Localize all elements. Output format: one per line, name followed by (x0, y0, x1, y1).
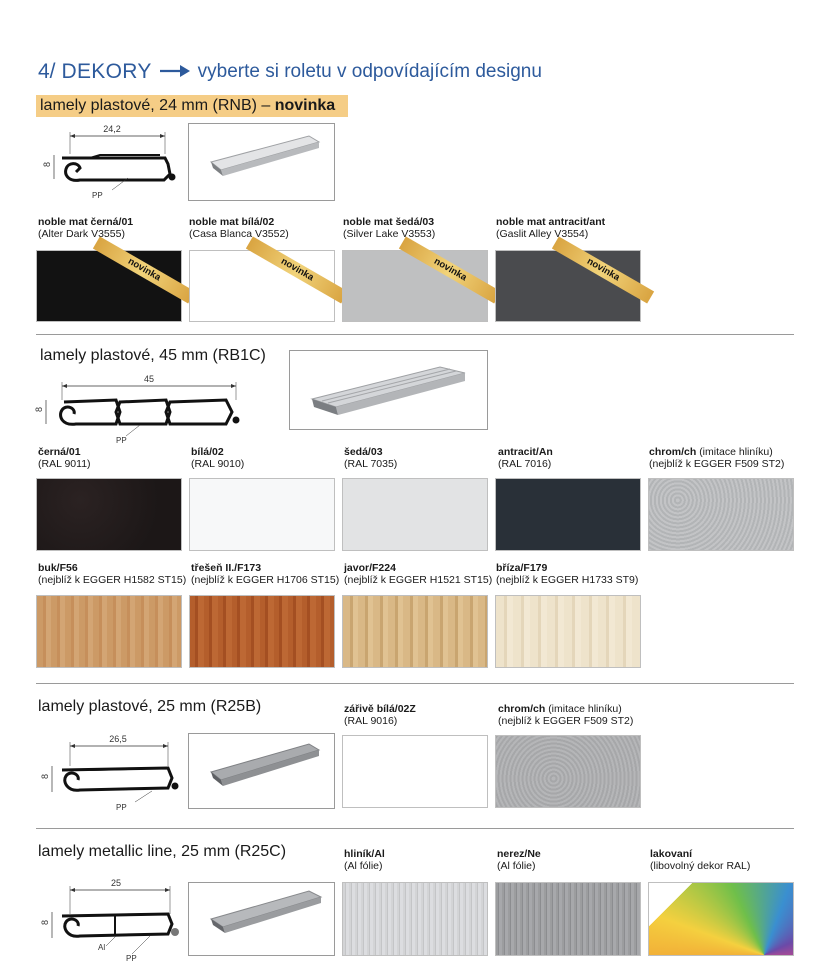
section1-title: lamely plastové, 24 mm (RNB) – (40, 97, 275, 114)
swatch-lakovani (648, 882, 794, 956)
section2-material-label: PP (116, 436, 127, 445)
swatch-label: lakovaní (libovolný dekor RAL) (650, 848, 751, 872)
section-divider (36, 683, 794, 684)
swatch-nerez (495, 882, 641, 956)
swatch-label: javor/F224 (nejblíž k EGGER H1521 ST15) (344, 562, 493, 586)
section-divider (36, 334, 794, 335)
section2-lamella-photo (289, 350, 488, 430)
section2-title: lamely plastové, 45 mm (RB1C) (40, 347, 266, 364)
heading-keyword: DEKORY (61, 60, 152, 83)
section3-profile-diagram (40, 728, 185, 812)
section3-material-label: PP (116, 803, 127, 812)
swatch-label: antracit/An (RAL 7016) (498, 446, 553, 470)
section4-material-label: PP (126, 954, 137, 963)
section4-material-label-al: Al (98, 943, 106, 952)
heading-subtitle: vyberte si roletu v odpovídajícím designu (197, 61, 542, 82)
section1-novinka: novinka (274, 97, 336, 114)
swatch-label: chrom/ch (imitace hliníku) (nejblíž k EGGER F509 ST2) (498, 703, 634, 727)
swatch-label: noble mat bílá/02 (Casa Blanca V3552) (189, 216, 289, 240)
swatch-label: noble mat černá/01 (Alter Dark V3555) (38, 216, 134, 240)
section1-profile-diagram (40, 122, 185, 202)
swatch-label: šedá/03 (RAL 7035) (344, 446, 398, 470)
swatch-bila (189, 478, 335, 551)
swatch-label: hliník/Al (Al fólie) (344, 848, 385, 872)
swatch-antracit (495, 478, 641, 551)
swatch-label: bílá/02 (RAL 9010) (191, 446, 245, 470)
swatch-javor (342, 595, 488, 668)
swatch-label: zářivě bílá/02Z (RAL 9016) (344, 703, 416, 727)
heading-number: 4/ (38, 60, 56, 83)
section1-width-label: 24,2 (103, 124, 121, 134)
section3-lamella-photo (188, 733, 335, 809)
novinka-ribbon: novinka (93, 236, 195, 303)
section1-lamella-photo (188, 123, 335, 201)
swatch-label: nerez/Ne (Al fólie) (497, 848, 541, 872)
swatch-label: noble mat antracit/ant (Gaslit Alley V3554) (496, 216, 606, 240)
novinka-ribbon: novinka (246, 236, 348, 303)
page-heading (38, 60, 542, 84)
swatch-cerna (36, 478, 182, 551)
swatch-label: černá/01 (RAL 9011) (38, 446, 91, 470)
section4-profile-diagram (40, 872, 185, 964)
section-divider (36, 828, 794, 829)
section4-title: lamely metallic line, 25 mm (R25C) (38, 843, 287, 860)
section3-width-label: 26,5 (109, 734, 127, 744)
swatch-label: třešeň II./F173 (nejblíž k EGGER H1706 ST15) (191, 562, 340, 586)
swatch-noble-mat-seda (342, 250, 488, 322)
swatch-chrom (648, 478, 794, 551)
swatch-tresen (189, 595, 335, 668)
section2-width-label: 45 (143, 374, 155, 384)
swatch-seda (342, 478, 488, 551)
novinka-ribbon: novinka (552, 236, 654, 303)
section4-height-label: 8 (40, 919, 50, 925)
section1-banner (36, 95, 348, 117)
section4-width-label: 25 (110, 878, 122, 888)
section3-height-label: 8 (40, 773, 50, 779)
swatch-label: bříza/F179 (nejblíž k EGGER H1733 ST9) (496, 562, 639, 586)
swatch-noble-mat-cerna (36, 250, 182, 322)
section1-height-label: 8 (42, 161, 52, 167)
arrow-right-icon (160, 60, 190, 84)
swatch-noble-mat-antracit (495, 250, 641, 322)
swatch-zarive-bila (342, 735, 488, 808)
swatch-hlinik (342, 882, 488, 956)
section3-title: lamely plastové, 25 mm (R25B) (38, 698, 262, 715)
swatch-briza (495, 595, 641, 668)
section2-height-label: 8 (34, 406, 44, 412)
swatch-label: buk/F56 (nejblíž k EGGER H1582 ST15) (38, 562, 187, 586)
section2-profile-diagram (36, 372, 246, 448)
swatch-label: noble mat šedá/03 (Silver Lake V3553) (343, 216, 436, 240)
swatch-label: chrom/ch (imitace hliníku) (nejblíž k EGGER F509 ST2) (649, 446, 785, 470)
novinka-ribbon: novinka (399, 236, 501, 303)
section1-material-label: PP (92, 191, 103, 200)
section4-lamella-photo (188, 882, 335, 956)
swatch-buk (36, 595, 182, 668)
swatch-chrom (495, 735, 641, 808)
swatch-noble-mat-bila (189, 250, 335, 322)
